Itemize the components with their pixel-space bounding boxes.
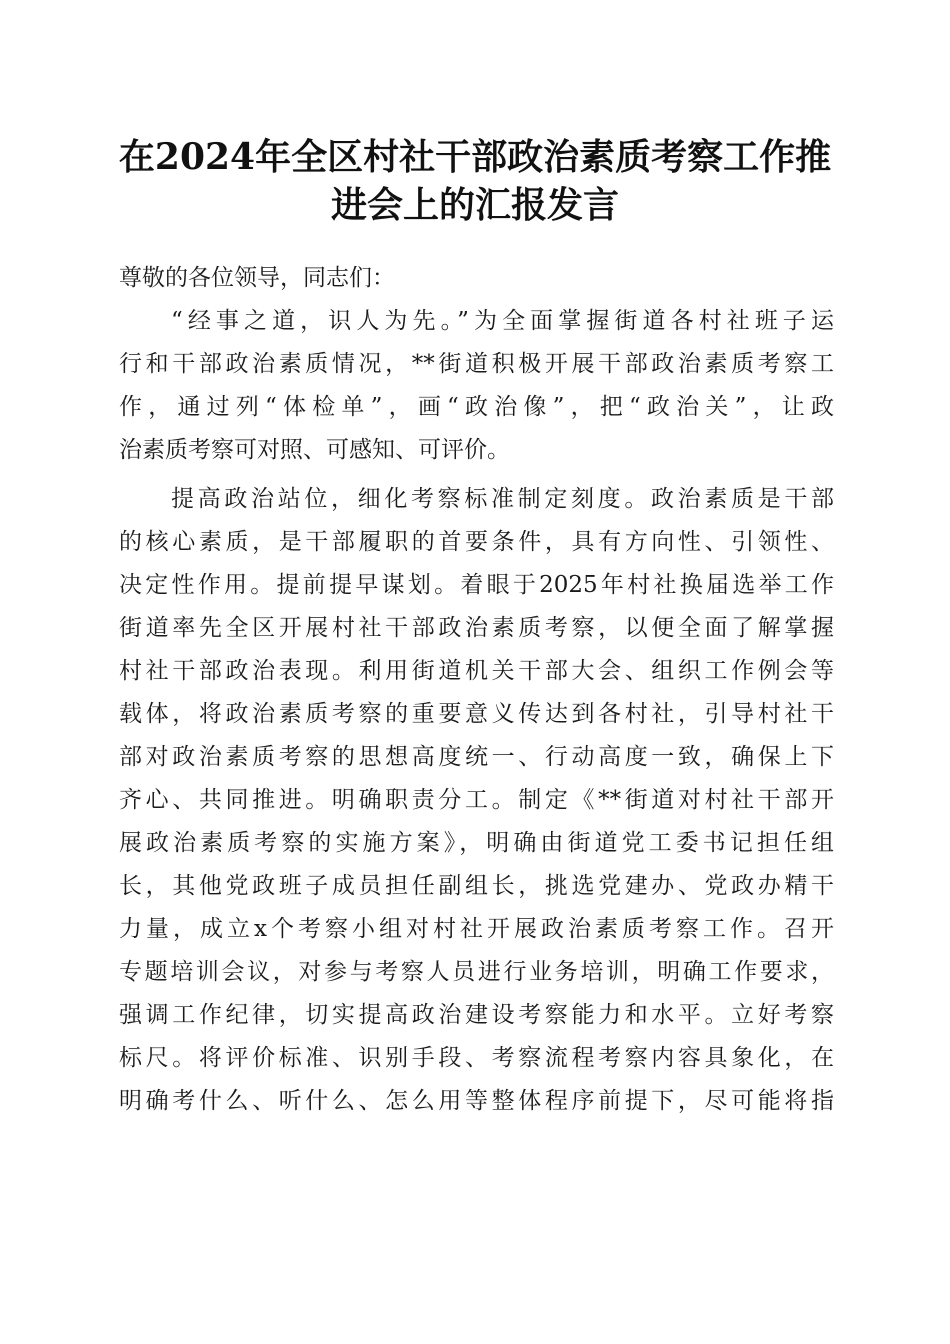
paragraph-1-line: 作，通过列“体检单”，画“政治像”，把“政治关”，让政 xyxy=(119,394,834,420)
paragraph-2-line: 载体，将政治素质考察的重要意义传达到各村社，引导村社干 xyxy=(119,701,834,727)
document-body xyxy=(119,257,834,1123)
paragraph-2-line: 的核心素质，是干部履职的首要条件，具有方向性、引领性、 xyxy=(119,529,834,555)
paragraph-2-line: 明确考什么、听什么、怎么用等整体程序前提下，尽可能将指 xyxy=(119,1088,834,1114)
document-title xyxy=(100,133,850,229)
paragraph-1-line: 行和干部政治素质情况，**街道积极开展干部政治素质考察工 xyxy=(119,351,834,377)
title-line-1: 在2024年全区村社干部政治素质考察工作推 xyxy=(118,136,832,178)
paragraph-2-line: 齐心、共同推进。明确职责分工。制定《**街道对村社干部开 xyxy=(119,787,834,813)
paragraph-2-line: 决定性作用。提前提早谋划。着眼于2025年村社换届选举工作 xyxy=(119,572,834,598)
paragraph-2-line: 街道率先全区开展村社干部政治素质考察，以便全面了解掌握 xyxy=(119,615,834,641)
paragraph-2-line: 强调工作纪律，切实提高政治建设考察能力和水平。立好考察 xyxy=(119,1002,834,1028)
paragraph-2-line: 专题培训会议，对参与考察人员进行业务培训，明确工作要求， xyxy=(119,959,834,985)
paragraph-2-line: 长，其他党政班子成员担任副组长，挑选党建办、党政办精干 xyxy=(119,873,834,899)
salutation: 尊敬的各位领导，同志们： xyxy=(119,265,395,291)
paragraph-2-line: 标尺。将评价标准、识别手段、考察流程考察内容具象化，在 xyxy=(119,1045,834,1071)
paragraph-2-line: 部对政治素质考察的思想高度统一、行动高度一致，确保上下 xyxy=(119,744,834,770)
paragraph-1-line: 治素质考察可对照、可感知、可评价。 xyxy=(119,437,510,463)
paragraph-2-line: 力量，成立x个考察小组对村社开展政治素质考察工作。召开 xyxy=(119,916,834,942)
paragraph-2-line: 展政治素质考察的实施方案》，明确由街道党工委书记担任组 xyxy=(119,830,834,856)
paragraph-1-line: “经事之道，识人为先。”为全面掌握街道各村社班子运 xyxy=(171,308,834,334)
paragraph-2 xyxy=(119,478,834,1123)
title-line-2: 进会上的汇报发言 xyxy=(330,184,619,226)
paragraph-1 xyxy=(119,300,834,472)
paragraph-2-line: 村社干部政治表现。利用街道机关干部大会、组织工作例会等 xyxy=(119,658,834,684)
paragraph-2-line: 提高政治站位，细化考察标准制定刻度。政治素质是干部 xyxy=(171,486,834,512)
